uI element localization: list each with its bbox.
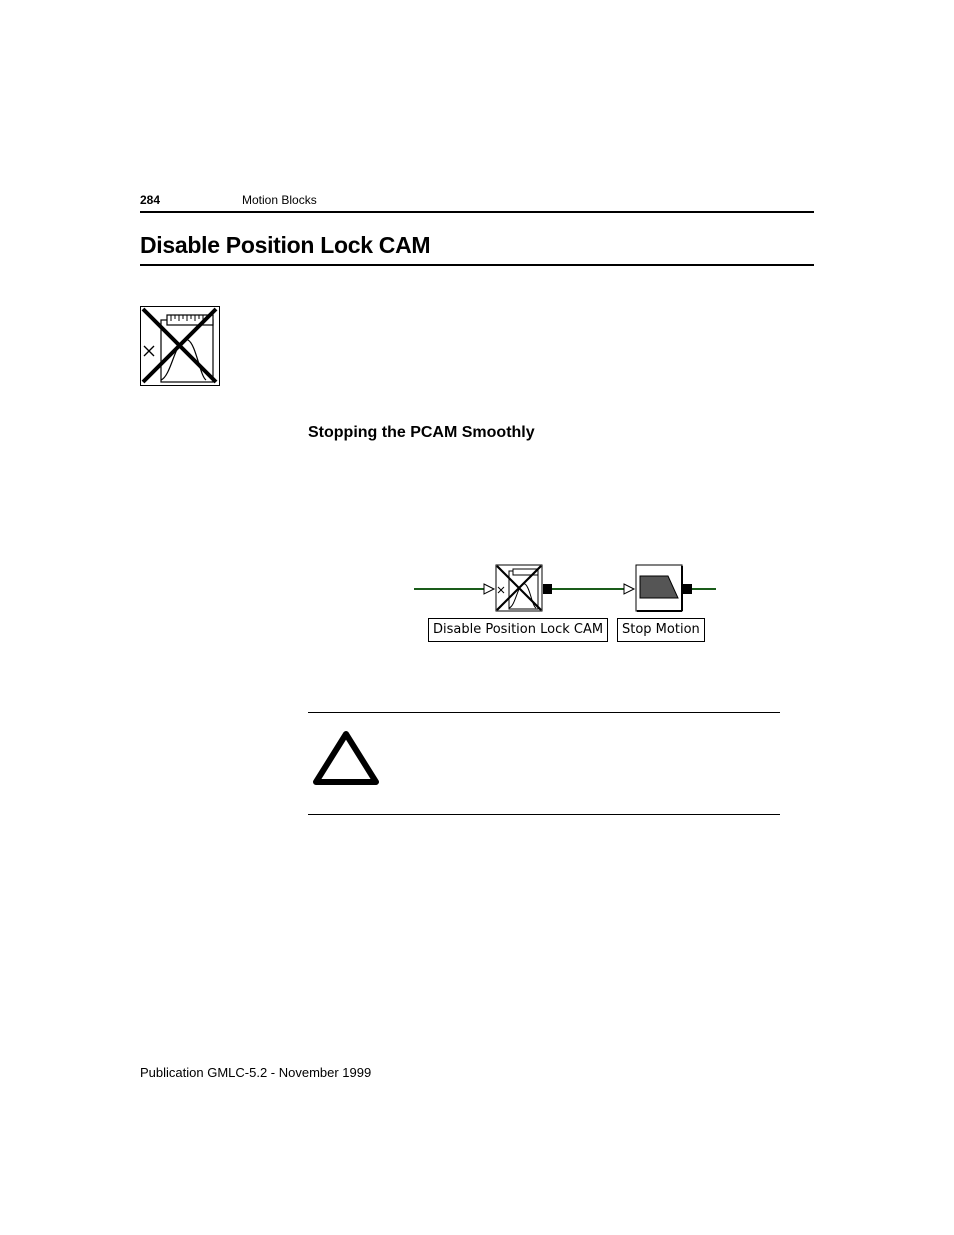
node-label-disable-position-lock-cam: Disable Position Lock CAM [428, 618, 608, 642]
caution-top-rule [308, 712, 780, 713]
stop-motion-icon[interactable] [636, 565, 682, 611]
node-label-stop-motion: Stop Motion [617, 618, 705, 642]
disable-position-lock-cam-icon [140, 306, 220, 386]
subheading: Stopping the PCAM Smoothly [308, 424, 535, 441]
header-rule [140, 211, 814, 213]
block-diagram [412, 562, 718, 646]
page-title: Disable Position Lock CAM [140, 232, 431, 258]
warning-triangle-icon [312, 728, 382, 788]
publication-footer: Publication GMLC-5.2 - November 1999 [140, 1065, 372, 1080]
caution-bottom-rule [308, 814, 780, 815]
running-header-section: Motion Blocks [242, 193, 317, 207]
disable-position-lock-cam-icon[interactable] [496, 565, 542, 611]
title-rule [140, 264, 814, 266]
page-number: 284 [140, 193, 161, 207]
